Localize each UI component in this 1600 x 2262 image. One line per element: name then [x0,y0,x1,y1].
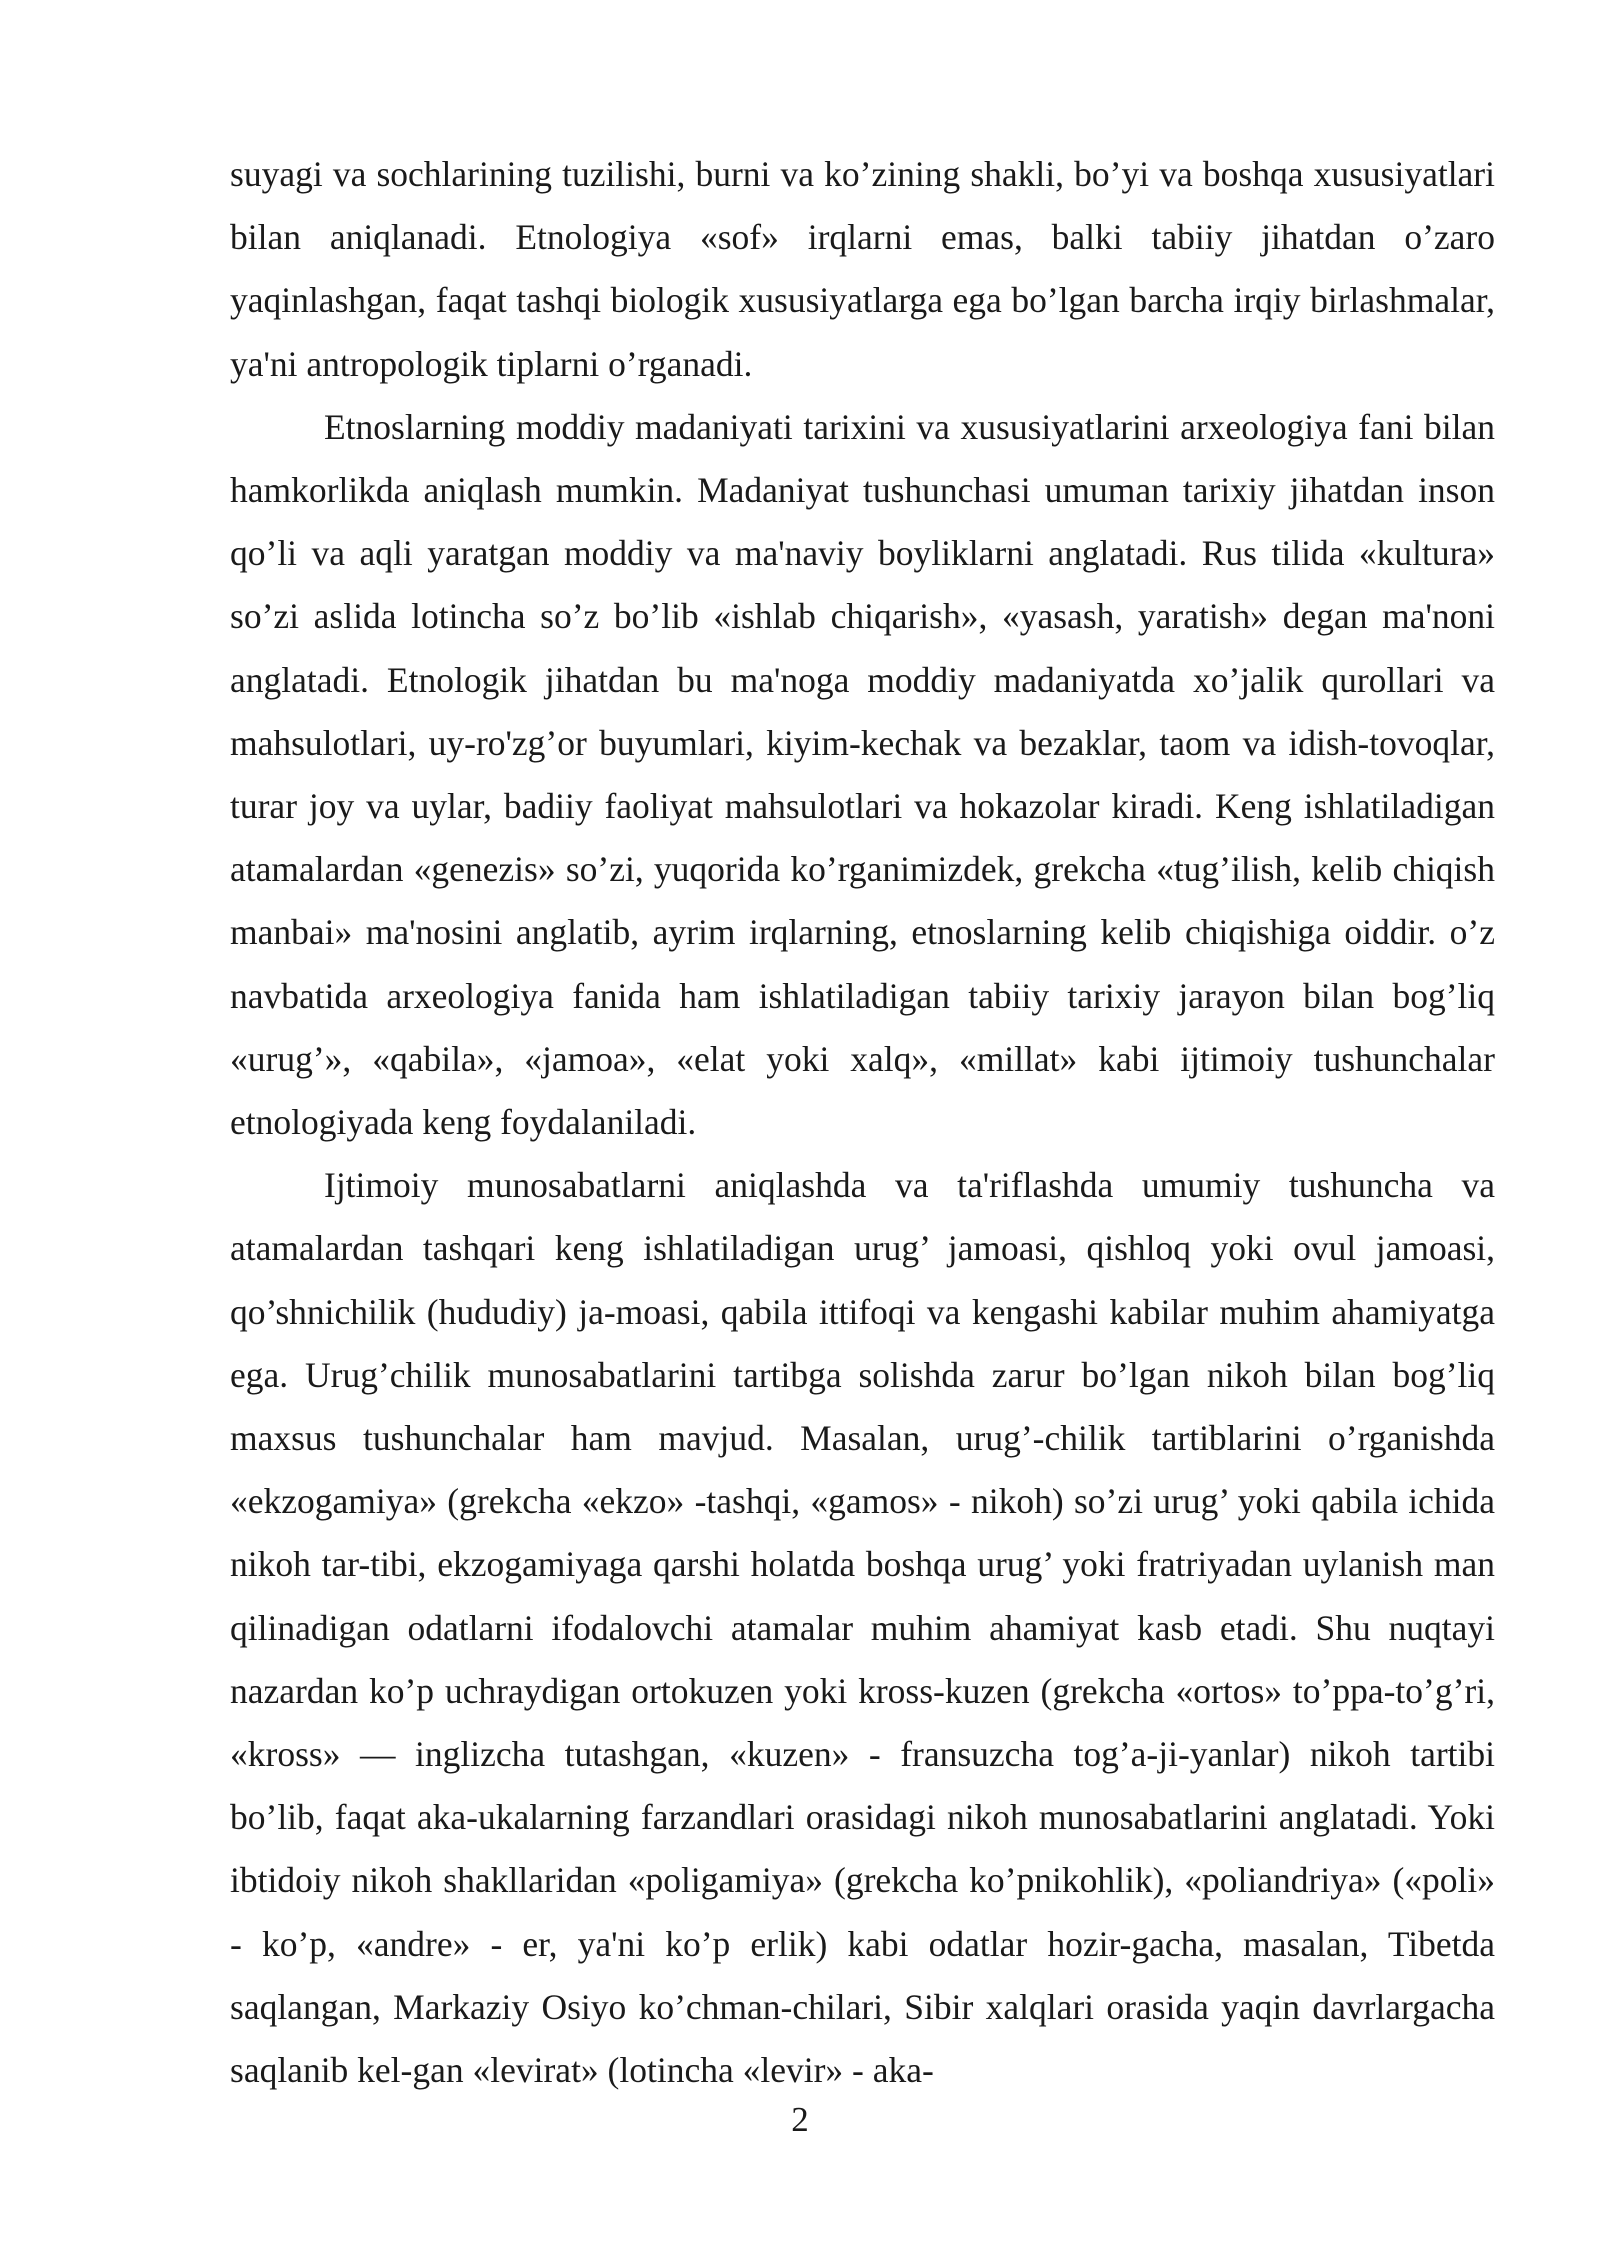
paragraph-3: Ijtimoiy munosabatlarni aniqlashda va ta'riflashda umumiy tushuncha va atamalardan tashqari keng ishlatiladigan urug’ jamoasi, qishloq yoki ovul jamoasi, qo’shnichilik (hududiy) ja-moasi, qabila ittifoqi va kengashi kabilar muhim ahamiyatga ega. Urug’chilik munosabatlarini tartibga solishda zarur bo’lgan nikoh bilan bog’liq maxsus tushunchalar ham mavjud. Masalan, urug’-chilik tartiblarini o’rganishda «ekzogamiya» (grekcha «ekzo» -tashqi, «gamos» - nikoh) so’zi urug’ yoki qabila ichida nikoh tar-tibi, ekzogamiyaga qarshi holatda boshqa urug’ yoki fratriyadan uylanish man qilinadigan odatlarni ifodalovchi atamalar muhim ahamiyat kasb etadi. Shu nuqtayi nazardan ko’p uchraydigan ortokuzen yoki kross-kuzen (grekcha «ortos» to’ppa-to’g’ri, «kross» — inglizcha tutashgan, «kuzen» - fransuzcha tog’a-ji-yanlar) nikoh tartibi bo’lib, faqat aka-ukalarning farzandlari orasidagi nikoh munosabatlarini anglatadi. Yoki ibtidoiy nikoh shakllaridan «poligamiya» (grekcha ko’pnikohlik), «poliandriya» («poli» - ko’p, «andre» - er, ya'ni ko’p erlik) kabi odatlar hozir-gacha, masalan, Tibetda saqlangan, Markaziy Osiyo ko’chman-chilari, Sibir xalqlari orasida yaqin davrlargacha saqlanib kel-gan «levirat» (lotincha «levir» - aka- [230,1165,1495,2091]
document-page [230,143,1495,2102]
page-number: 2 [791,2100,809,2139]
paragraph-2: Etnoslarning moddiy madaniyati tarixini va xususiyatlarini arxeologiya fani bilan hamkorlikda aniqlash mumkin. Madaniyat tushunchasi umuman tarixiy jihatdan inson qo’li va aqli yaratgan moddiy va ma'naviy boyliklarni anglatadi. Rus tilida «kultura» so’zi aslida lotincha so’z bo’lib «ishlab chiqarish», «yasash, yaratish» degan ma'noni anglatadi. Etnologik jihatdan bu ma'noga moddiy madaniyatda xo’jalik qurollari va mahsulotlari, uy-ro'zg’or buyumlari, kiyim-kechak va bezaklar, taom va idish-tovoqlar, turar joy va uylar, badiiy faoliyat mahsulotlari va hokazolar kiradi. Keng ishlatiladigan atamalardan «genezis» so’zi, yuqorida ko’rganimizdek, grekcha «tug’ilish, kelib chiqish manbai» ma'nosini anglatib, ayrim irqlarning, etnoslarning kelib chiqishiga oiddir. o’z navbatida arxeologiya fanida ham ishlatiladigan tabiiy tarixiy jarayon bilan bog’liq «urug’», «qabila», «jamoa», «elat yoki xalq», «millat» kabi ijtimoiy tushunchalar etnologiyada keng foydalaniladi. [230,406,1495,1143]
paragraph-1: suyagi va sochlarining tuzilishi, burni va ko’zining shakli, bo’yi va boshqa xususiyatlari bilan aniqlanadi. Etnologiya «sof» irqlarni emas, balki tabiiy jihatdan o’zaro yaqinlashgan, faqat tashqi biologik xususiyatlarga ega bo’lgan barcha irqiy birlashmalar, ya'ni antropologik tiplarni o’rganadi. [230,154,1495,384]
